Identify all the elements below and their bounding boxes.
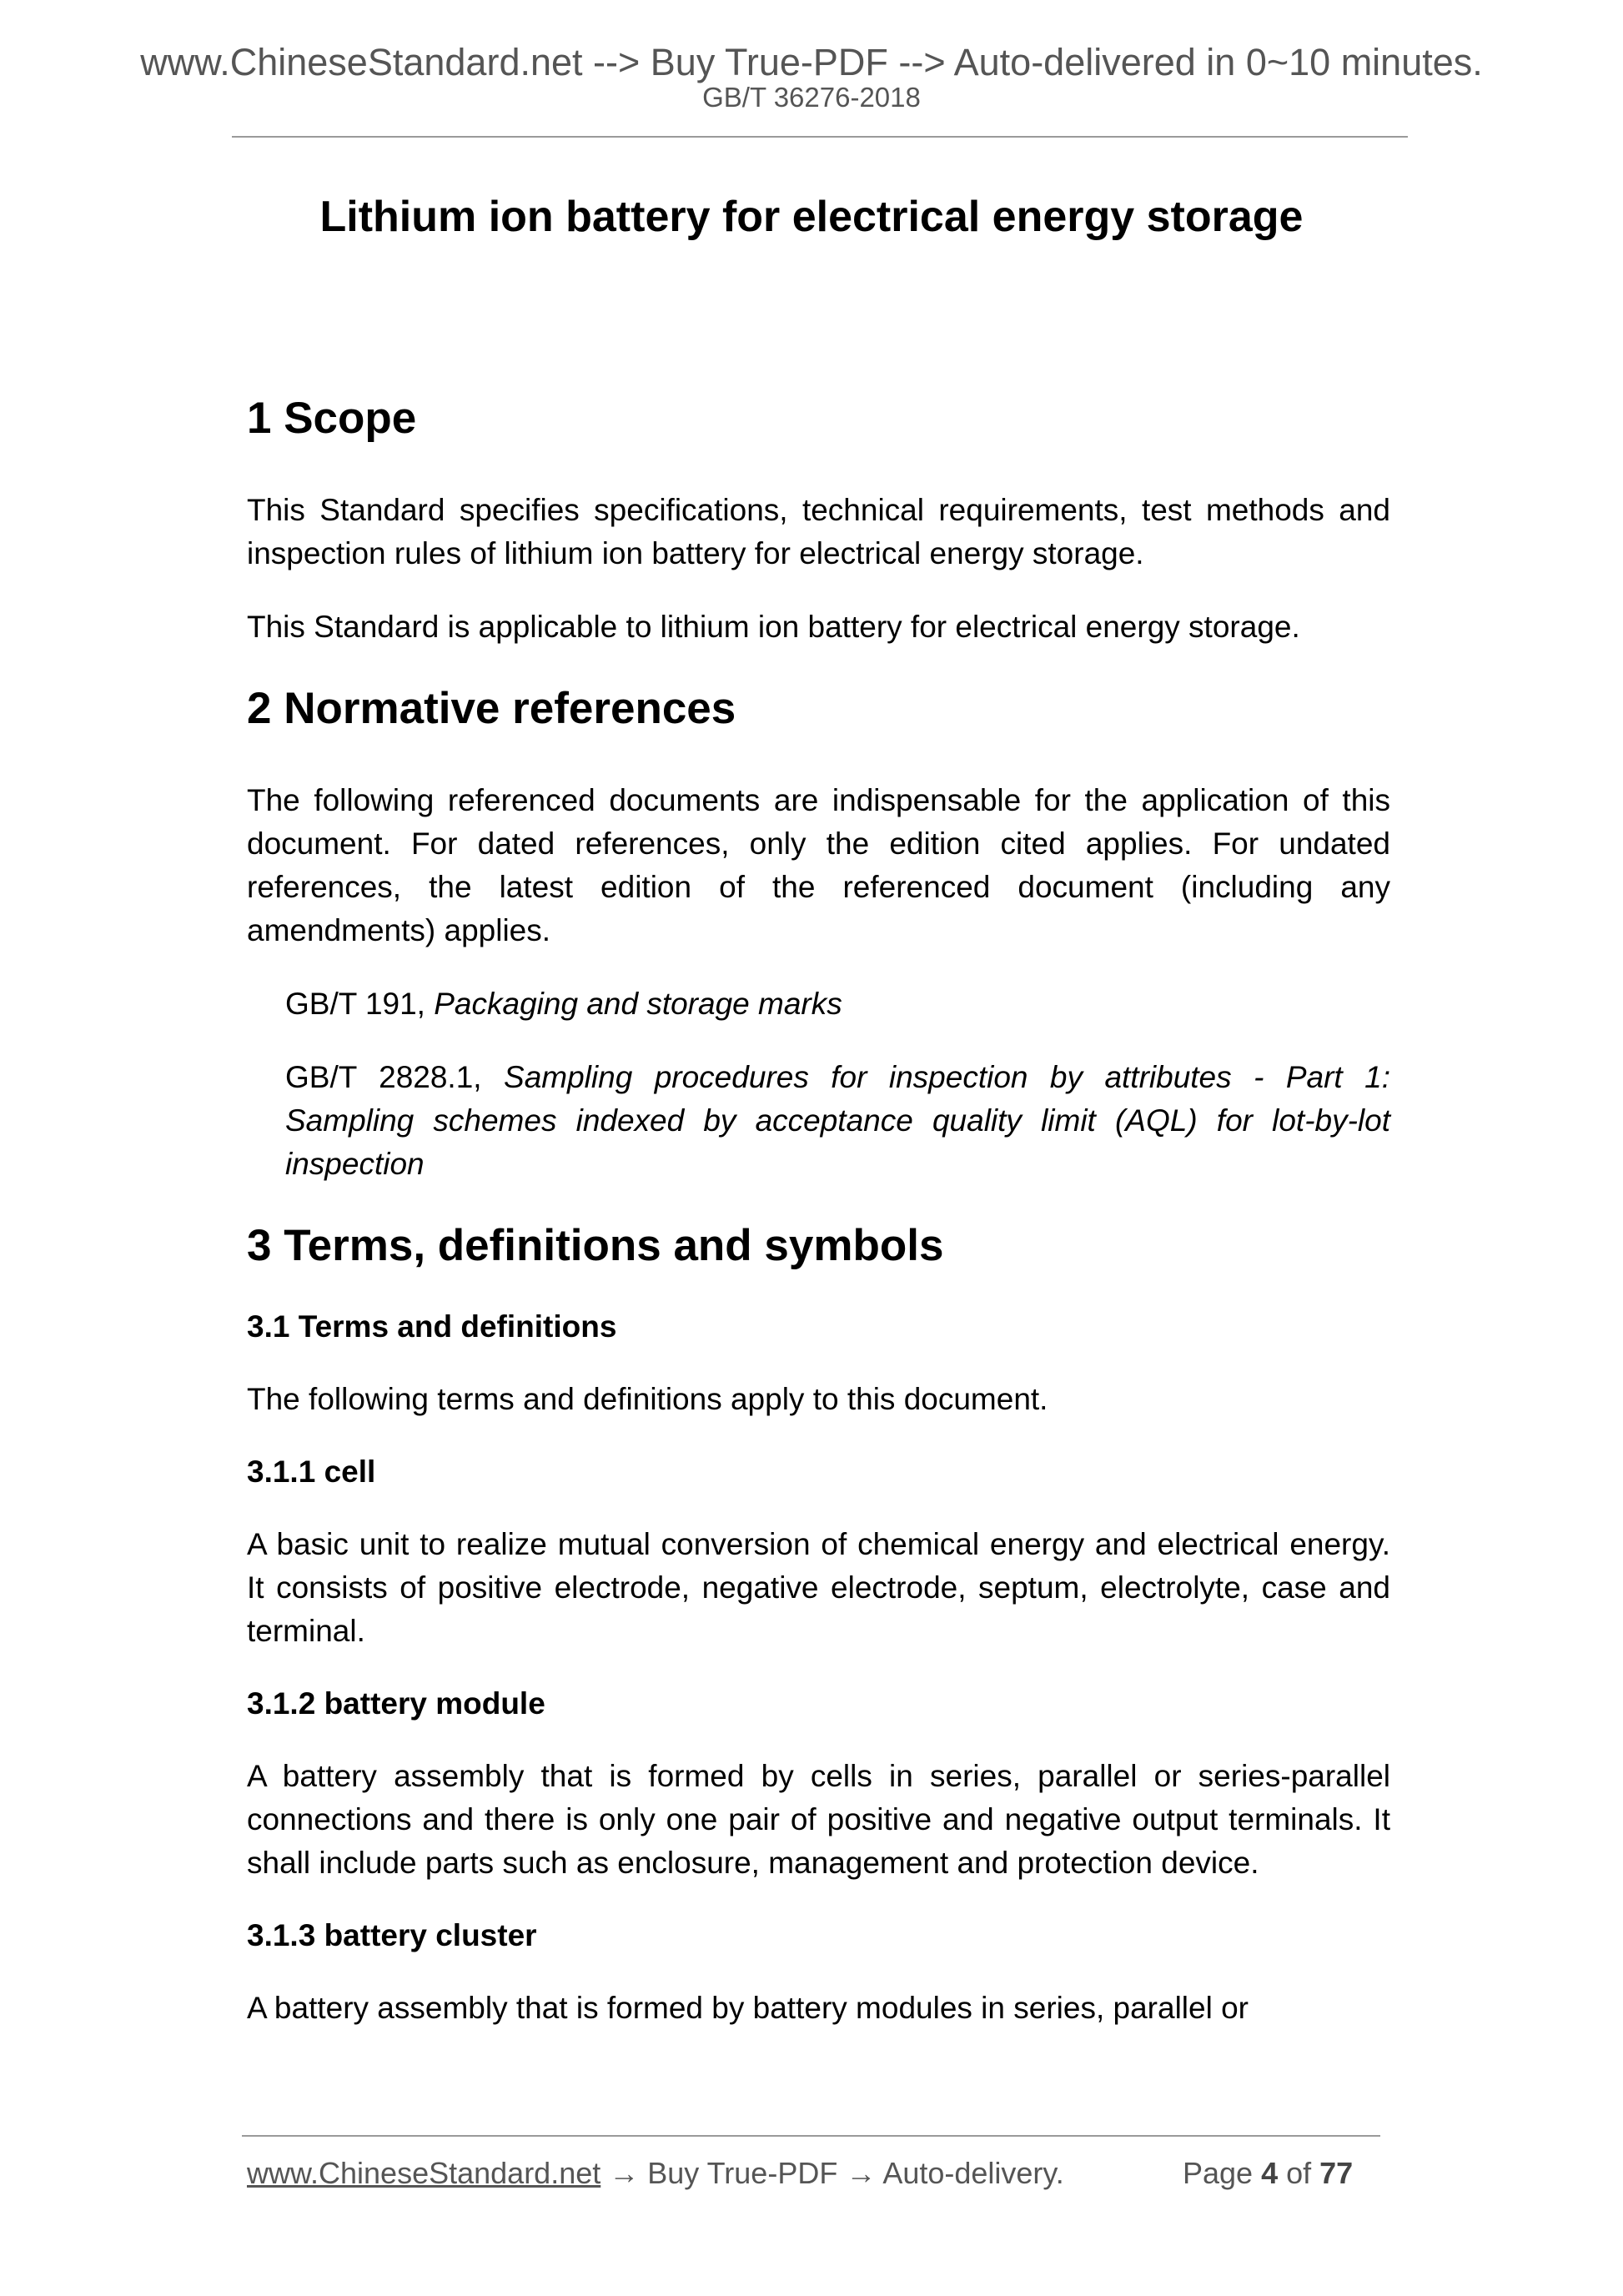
term-heading: 3.1.1 cell [247, 1454, 376, 1489]
subsection-heading: 3.1 Terms and definitions [247, 1309, 617, 1344]
reference-title: Packaging and storage marks [434, 987, 842, 1021]
page-of-label: of [1278, 2156, 1320, 2190]
footer-tagline: → Buy True-PDF → Auto-delivery. [600, 2156, 1064, 2190]
normative-reference [285, 1056, 1390, 1186]
term-heading: 3.1.2 battery module [247, 1686, 545, 1721]
section-1-heading: 1 Scope [247, 394, 417, 443]
reference-code: GB/T 191, [285, 987, 435, 1021]
page-label: Page [1183, 2156, 1262, 2190]
footer-divider [242, 2135, 1380, 2137]
standard-number: GB/T 36276-2018 [702, 82, 921, 113]
header-divider [232, 136, 1408, 138]
term-definition: A basic unit to realize mutual conversion of chemical energy and electrical energy. It consists of positive electrode, negative electrode, septum, electrolyte, case and terminal. [247, 1527, 1390, 1648]
page-total: 77 [1319, 2156, 1354, 2190]
reference-title: Sampling procedures for inspection by attributes - Part 1: Sampling schemes indexed by acceptance quality limit (AQL) for lot-by-lot inspection [285, 1060, 1390, 1181]
section-1-paragraph: This Standard is applicable to lithium ion battery for electrical energy storage. [247, 610, 1300, 644]
term-heading: 3.1.3 battery cluster [247, 1918, 537, 1952]
section-1-paragraph: This Standard specifies specifications, technical requirements, test methods and inspection rules of lithium ion battery for electrical energy storage. [247, 493, 1390, 570]
subsection-intro: The following terms and definitions apply to this document. [247, 1382, 1048, 1416]
footer-promo [247, 2155, 1064, 2192]
term-definition: A battery assembly that is formed by cells in series, parallel or series-parallel connections and there is only one pair of positive and negative output terminals. It shall include parts such as enclosure, management and protection device. [247, 1759, 1390, 1880]
document-body [247, 392, 1390, 2030]
reference-code: GB/T 2828.1, [285, 1060, 505, 1094]
normative-reference [285, 982, 1390, 1026]
section-3-heading: 3 Terms, definitions and symbols [247, 1221, 944, 1270]
document-title: Lithium ion battery for electrical energy storage [319, 193, 1304, 241]
footer-site-link[interactable]: www.ChineseStandard.net [247, 2156, 601, 2190]
section-2-heading: 2 Normative references [247, 684, 736, 733]
header-banner: www.ChineseStandard.net --> Buy True-PDF --> Auto-delivered in 0~10 minutes. [140, 41, 1483, 83]
page-current: 4 [1261, 2156, 1279, 2190]
section-2-intro: The following referenced documents are indispensable for the application of this document. For dated references, only the edition cited applies. For undated references, the latest edition of the referenced document (including any amendments) applies. [247, 783, 1390, 947]
term-definition: A battery assembly that is formed by battery modules in series, parallel or [247, 1991, 1249, 2025]
page-indicator [1183, 2155, 1353, 2192]
